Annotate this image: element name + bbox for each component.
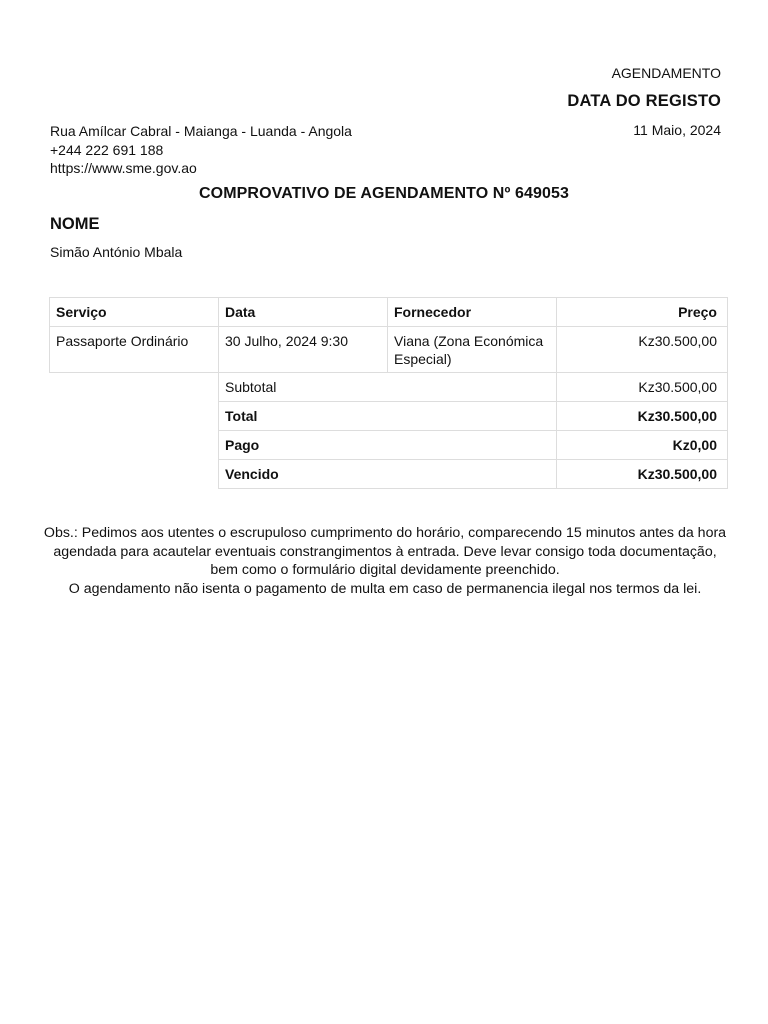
issuer-website: https://www.sme.gov.ao (50, 160, 197, 176)
subtotal-row (50, 373, 728, 402)
cell-service: Passaporte Ordinário (50, 327, 219, 373)
subtotal-label: Subtotal (219, 373, 557, 402)
issuer-phone: +244 222 691 188 (50, 141, 164, 158)
due-value: Kz30.500,00 (557, 460, 728, 489)
subtotal-value: Kz30.500,00 (557, 373, 728, 402)
issuer-address: Rua Amílcar Cabral - Maianga - Luanda - Angola (50, 123, 352, 139)
client-name-value: Simão António Mbala (50, 244, 183, 260)
blank-cell (50, 373, 219, 402)
blank-cell (50, 402, 219, 431)
issuer-contact-block (50, 122, 352, 178)
blank-cell (50, 431, 219, 460)
client-name-label: NOME (50, 215, 100, 233)
receipt-title: COMPROVATIVO DE AGENDAMENTO Nº 649053 (199, 185, 569, 202)
table-row (50, 327, 728, 373)
fine-notice-text: O agendamento não isenta o pagamento de multa em caso de permanencia ilegal nos termos da lei. (68, 580, 702, 597)
column-header-provider: Fornecedor (388, 298, 557, 327)
registration-date-value: 11 Maio, 2024 (633, 122, 721, 138)
paid-row (50, 431, 728, 460)
total-row (50, 402, 728, 431)
document-type-label: AGENDAMENTO (611, 65, 721, 81)
column-header-price: Preço (557, 298, 728, 327)
table-header-row (50, 298, 728, 327)
paid-value: Kz0,00 (557, 431, 728, 460)
cell-date: 30 Julho, 2024 9:30 (219, 327, 388, 373)
column-header-service: Serviço (50, 298, 219, 327)
column-header-date: Data (219, 298, 388, 327)
due-label: Vencido (219, 460, 557, 489)
registration-date-label: DATA DO REGISTO (567, 92, 721, 110)
cell-price: Kz30.500,00 (557, 327, 728, 373)
total-label: Total (219, 402, 557, 431)
total-value: Kz30.500,00 (557, 402, 728, 431)
paid-label: Pago (219, 431, 557, 460)
observations-note (40, 524, 730, 598)
blank-cell (50, 460, 219, 489)
due-row (50, 460, 728, 489)
cell-provider: Viana (Zona Económica Especial) (388, 327, 557, 373)
services-table (49, 297, 728, 489)
observation-text: Obs.: Pedimos aos utentes o escrupuloso cumprimento do horário, comparecendo 15 minutos antes da hora agendada para acautelar eventuais constrangimentos à entrada. Deve levar consigo toda documentação, bem como o formulário digital devidamente preenchido. (43, 525, 727, 578)
